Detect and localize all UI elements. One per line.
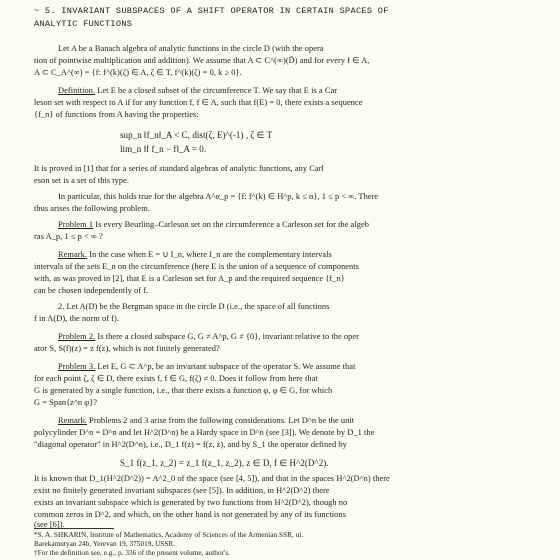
paragraph-5-line-2: exist no finitely generated invariant subspaces (see [5]). In addition, in H^2(D^2) there [34, 486, 330, 495]
formula-1-line-1: sup_n ‖f_n‖_A < C, dist(ζ, E)^(-1) , ζ ∈ T [120, 130, 273, 140]
paragraph-5-line-3: exists an invariant subspace which is generated by two functions from H^2(D^2), though no [34, 498, 348, 507]
problem-3-text: Let E, G ⊂ A^p, be an invariant subspace of the operator S. We assume that [97, 362, 356, 371]
remark-1-label: Remark. [58, 250, 87, 259]
problem-1-line-2: ras A_p, 1 ≤ p < ∞ ? [34, 232, 103, 241]
paragraph-3-line-1: In particular, this holds true for the algebra A^α_p = {f: f^(k) ∈ H^p, k ≤ α}, 1 ≤ p < ∞. There [58, 192, 379, 201]
definition-line-3: {f_n} of functions from A having the properties: [34, 110, 199, 119]
problem-2-label: Problem 2. [58, 332, 96, 341]
formula-2: S_1 f(z_1, z_2) = z_1 f(z_1, z_2), z ∈ D, f ∈ H^2(D^2). [120, 458, 329, 468]
footnote-rule [34, 528, 114, 529]
footnote-line-3: †For the definition see, e.g., p. 336 of the present volume, author's. [34, 549, 231, 557]
remark-1-line-3: with, as was proved in [2], that E is a Carleson set for A_p and the required sequence {f_n} [34, 274, 345, 283]
problem-3-line-3: G is generated by a single function, i.e., that there exists a function φ, φ ∈ G, for which [34, 386, 333, 395]
definition-line-2: leson set with respect to A if for any function f, f ∈ A, such that f(E) = 0, there exists a sequence [34, 98, 363, 107]
definition-text: Let E be a closed subset of the circumference T. We say that E is a Car [97, 86, 338, 95]
problem-2-line-2: ator S, S(f)(z) = z f(z), which is not finitely generated? [34, 344, 220, 353]
definition-label: Definition. [58, 86, 96, 95]
remark-2-line-2: polycylinder D^n = D^n and let H^2(D^n) be a Hardy space in D^n (see [3]). We denote by D_1 the [34, 428, 375, 437]
remark-2-line-3: "diagonal operator" in H^2(D^n), i.e., D_1 f(z) = f(z, z), and by S_1 the operator defined by [34, 440, 347, 449]
remark-1-text: In the case when E = ∪ I_n, where I_n are the complementary intervals [89, 250, 332, 259]
problem-3-line-4: G = Span{z^n φ}? [34, 398, 98, 407]
problem-3-line-2: for each point ζ, ζ ∈ D, there exists f, f ∈ G, f(ζ) ≠ 0. Does it follow from here that [34, 374, 318, 383]
problem-1-line-1 [34, 220, 534, 230]
definition-line-1 [34, 86, 534, 96]
paragraph-5-line-5: (see [6]). [34, 520, 65, 529]
problem-3-line-1 [34, 362, 534, 372]
paragraph-4-line-2: f in A(D), the norm of f). [34, 314, 120, 323]
formula-1-line-2: lim_n ‖f f_n − f‖_A = 0. [120, 144, 207, 154]
remark-1-line-1 [34, 250, 534, 260]
problem-3-label: Problem 3. [58, 362, 96, 371]
problem-2-text: Is there a closed subspace G, G ≠ A^p, G ≠ {0}, invariant relative to the oper [97, 332, 360, 341]
footnote-line-2: Barekamutyan 24b, Yerevan 19, 375019, USSR. [34, 540, 176, 548]
problem-1-label: Problem 1 [58, 220, 94, 229]
paragraph-2-line-2: eson set is a set of this type. [34, 176, 130, 185]
paragraph-1-line-1: Let A be a Banach algebra of analytic functions in the circle D (with the opera [58, 44, 324, 53]
problem-2-line-1 [34, 332, 534, 342]
paragraph-5-line-1: It is known that D_1(H^2(D^2)) = A^2_0 of the space (see [4, 5]), and that in the spaces H^2(D^n) there [34, 474, 390, 483]
section-title-line-1: ~ 5. INVARIANT SUBSPACES OF A SHIFT OPERATOR IN CERTAIN SPACES OF [34, 6, 389, 16]
paragraph-3-line-2: thus arises the following problem. [34, 204, 150, 213]
section-title-line-2: ANALYTIC FUNCTIONS [34, 19, 133, 29]
problem-1-text: Is every Beurling–Carleson set on the circumference a Carleson set for the algeb [95, 220, 370, 229]
remark-1-line-4: can be chosen independently of f. [34, 286, 149, 295]
paragraph-4-line-1: 2. Let A(D) be the Bergman space in the circle D (i.e., the space of all functions [58, 302, 330, 311]
remark-2-label: Remark. [58, 416, 87, 425]
remark-1-line-2: intervals of the sets E_n on the circumference (here E is the union of a sequence of components [34, 262, 359, 271]
remark-2-line-1 [34, 416, 534, 426]
remark-2-text: Problems 2 and 3 arise from the following considerations. Let D^n be the unit [89, 416, 355, 425]
paragraph-1-line-2: tion of pointwise multiplication and addition). We assume that A ⊂ C^(∞)(D̄) and for every f ∈ A, [34, 56, 370, 65]
paragraph-2-line-1: It is proved in [1] that for a series of standard algebras of analytic functions, any Carl [34, 164, 324, 173]
footnote-line-1: *S. A. SHKARIN, Institute of Mathematics, Academy of Sciences of the Armenian SSR, ul. [34, 531, 304, 539]
paragraph-5-line-4: common zeros in D^2, and which, on the other hand is not generated by any of its functions [34, 510, 346, 519]
paragraph-1-line-3: A ⊂ C_A^(∞) = {f: f^(k)(ζ) ∈ A, ζ ∈ T, f^(k)(ζ) = 0, k ≥ 0}. [34, 68, 242, 77]
